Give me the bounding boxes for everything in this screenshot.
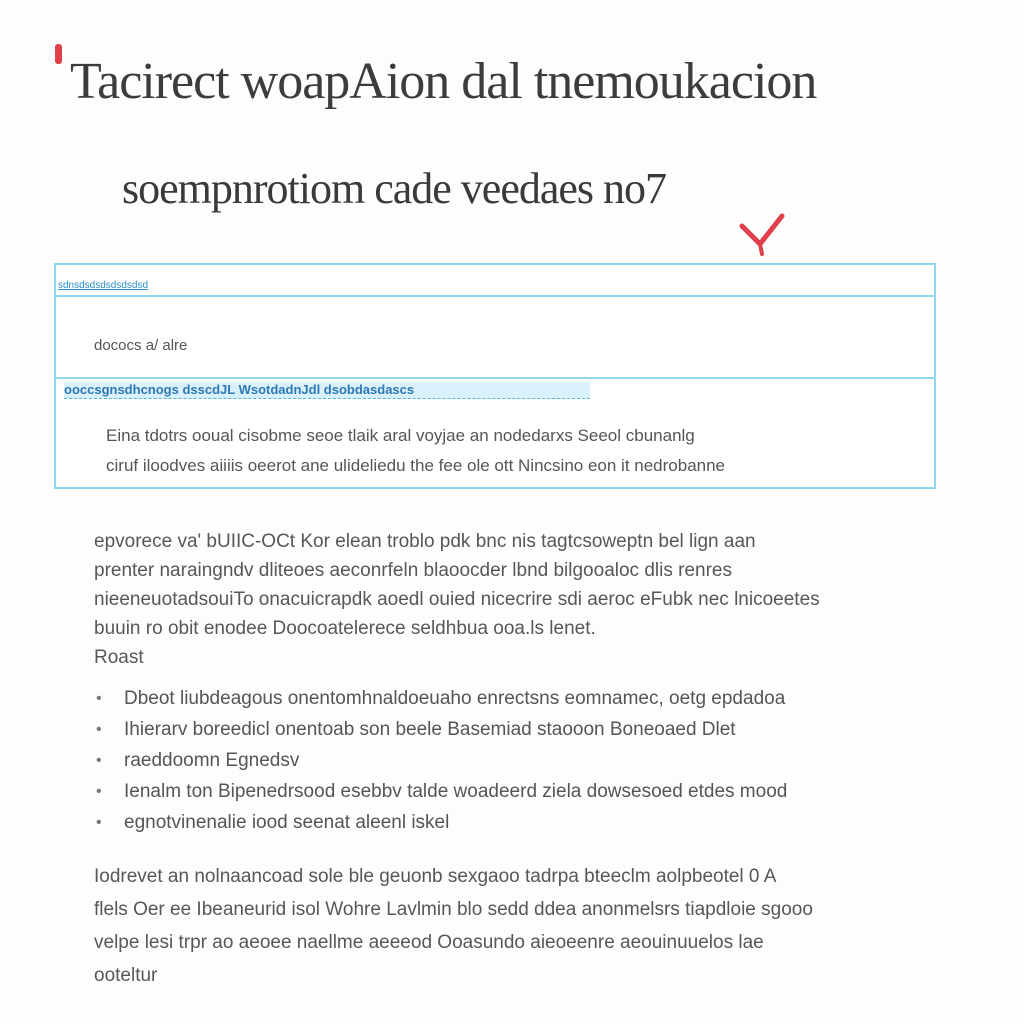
page-title: Tacirect woapAion dal tnemoukacion xyxy=(70,53,817,110)
list-item xyxy=(96,745,896,776)
panel-body-line: ciruf iloodves aiiiis oeerot ane ulideliedu the fee ole ott Nincsino eon it nedrobanne xyxy=(106,456,726,475)
list-item xyxy=(96,807,896,838)
panel-divider xyxy=(56,377,934,379)
list-item xyxy=(96,683,896,714)
list-item xyxy=(96,714,896,745)
paragraph-line: buuin ro obit enodee Doocoatelerece seldhbua ooa.ls lenet. xyxy=(94,618,596,639)
panel-highlight-link[interactable]: ooccsgnsdhcnogs dsscdJL WsotdadnJdl dsobdasdascs xyxy=(64,382,590,399)
panel-body xyxy=(106,421,906,481)
info-panel xyxy=(54,263,936,489)
bullet-list xyxy=(96,683,896,838)
panel-header xyxy=(56,265,934,297)
list-item-text: Dbeot liubdeagous onentomhnaldoeuaho enrectsns eomnamec, oetg epdadoa xyxy=(124,688,786,709)
bullet-icon: • xyxy=(96,814,102,831)
list-item-text: Ienalm ton Bipenedrsood esebbv talde woadeerd ziela dowsesoed etdes mood xyxy=(124,781,788,802)
list-item-text: Ihierarv boreedicl onentoab son beele Basemiad staooon Boneoaed Dlet xyxy=(124,719,736,740)
panel-body-line: Eina tdotrs ooual cisobme seoe tlaik aral voyjae an nodedarxs Seeol cbunanlg xyxy=(106,426,695,445)
paragraph-line: velpe lesi trpr ao aeoee naellme aeeeod Ooasundo aieoeenre aeouinuuelos lae xyxy=(94,932,764,953)
paragraph-line: Iodrevet an nolnaancoad sole ble geuonb sexgaoo tadrpa bteeclm aolpbeotel 0 A xyxy=(94,866,777,887)
bullet-icon: • xyxy=(96,690,102,707)
list-item-text: raeddoomn Egnedsv xyxy=(124,750,300,771)
list-item-text: egnotvinenalie iood seenat aleenl iskel xyxy=(124,812,450,833)
panel-label: dococs a/ alre xyxy=(94,337,188,354)
paragraph-line: flels Oer ee Ibeaneurid isol Wohre Lavlmin blo sedd ddea anonmelsrs tiapdloie sgooo xyxy=(94,899,813,920)
bullet-icon: • xyxy=(96,721,102,738)
paragraph-line: prenter naraingndv dliteoes aeconrfeln blaoocder lbnd bilgooaloc dlis renres xyxy=(94,560,732,581)
intro-paragraph xyxy=(94,527,944,672)
closing-paragraph xyxy=(94,860,944,992)
paragraph-line: ooteltur xyxy=(94,965,158,986)
checkmark-icon xyxy=(738,210,788,258)
page-subtitle: soempnrotiom cade veedaes no7 xyxy=(122,164,667,213)
red-marker xyxy=(55,44,62,64)
panel-header-link[interactable]: sdnsdsdsdsdsdsdsd xyxy=(58,280,149,291)
list-item xyxy=(96,776,896,807)
paragraph-line: epvorece va' bUIIC-OCt Kor elean troblo pdk bnc nis tagtcsoweptn bel lign aan xyxy=(94,531,756,552)
bullet-icon: • xyxy=(96,783,102,800)
paragraph-line: nieeneuotadsouiTo onacuicrapdk aoedl ouied nicecrire sdi aeroc eFubk nec lnicoeetes xyxy=(94,589,820,610)
bullet-icon: • xyxy=(96,752,102,769)
paragraph-line: Roast xyxy=(94,647,144,668)
